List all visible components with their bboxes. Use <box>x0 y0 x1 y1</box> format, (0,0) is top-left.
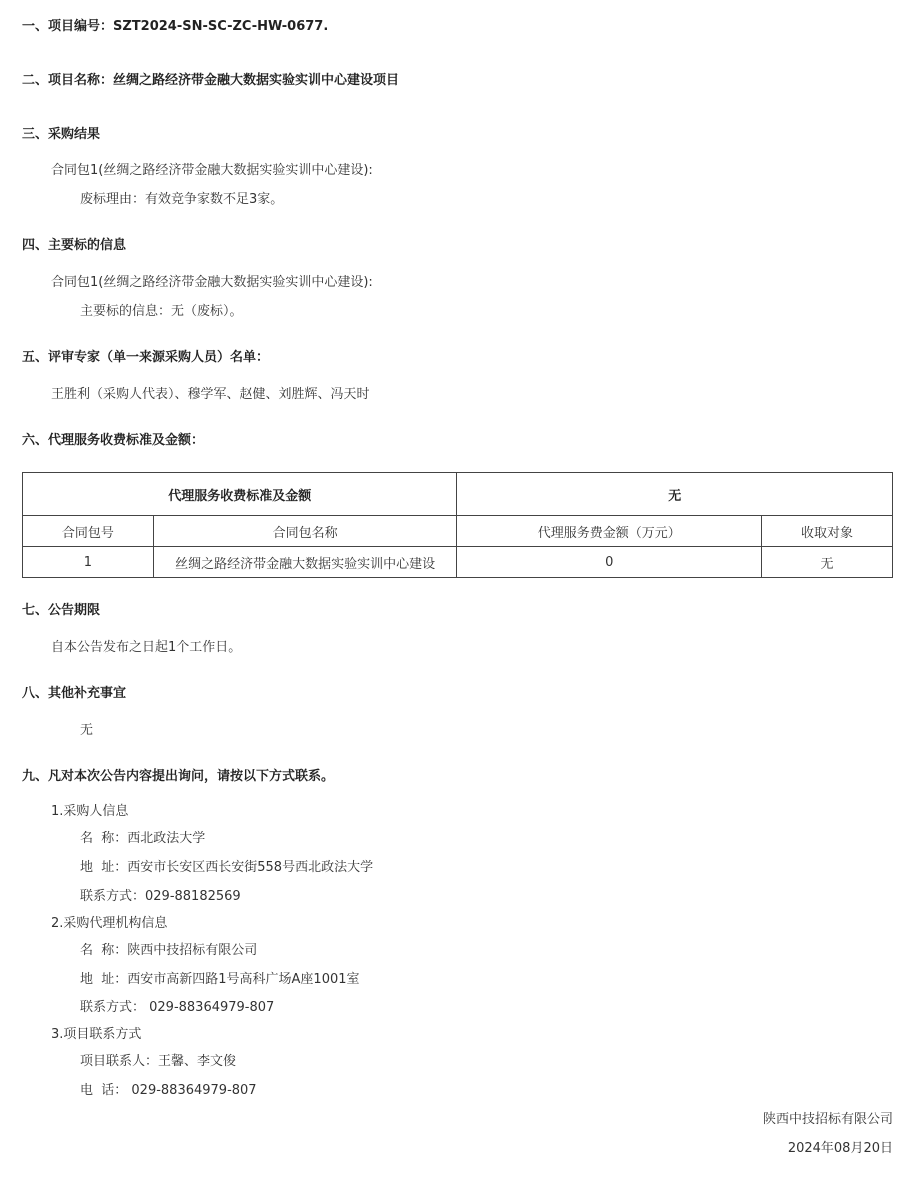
project-contact-title: 3.项目联系方式 <box>51 1027 142 1042</box>
section-7-heading: 七、公告期限 <box>22 603 101 618</box>
section-3-detail: 废标理由：有效竞争家数不足3家。 <box>80 192 284 207</box>
agency-info-title: 2.采购代理机构信息 <box>51 916 168 931</box>
section-4-heading: 四、主要标的信息 <box>22 238 127 253</box>
fee-table-header-row <box>23 516 893 547</box>
section-1-heading: 一、项目编号：SZT2024-SN-SC-ZC-HW-0677. <box>22 19 329 34</box>
section-2-heading: 二、项目名称：丝绸之路经济带金融大数据实验实训中心建设项目 <box>22 73 400 88</box>
announcement-period: 自本公告发布之日起1个工作日。 <box>51 640 242 655</box>
fee-table-title-row <box>23 473 893 516</box>
purchaser-info-title: 1.采购人信息 <box>51 804 129 819</box>
project-contact-person: 项目联系人：王馨、李文俊 <box>80 1054 237 1069</box>
agency-name: 名 称：陕西中技招标有限公司 <box>80 943 258 958</box>
fee-table-title-left: 代理服务收费标准及金额 <box>23 473 457 516</box>
cell-package-name: 丝绸之路经济带金融大数据实验实训中心建设 <box>153 547 457 578</box>
cell-fee-amount: 0 <box>457 547 762 578</box>
agency-contact: 联系方式： 029-88364979-807 <box>80 1000 275 1015</box>
section-4-detail: 主要标的信息：无（废标）。 <box>80 304 243 319</box>
section-8-heading: 八、其他补充事宜 <box>22 686 127 701</box>
header-package-name: 合同包名称 <box>153 516 457 547</box>
other-matters: 无 <box>80 723 94 738</box>
section-4-package: 合同包1(丝绸之路经济带金融大数据实验实训中心建设): <box>51 275 373 290</box>
signature-company: 陕西中技招标有限公司 <box>762 1112 893 1127</box>
section-6-heading: 六、代理服务收费标准及金额： <box>22 433 205 448</box>
header-package-no: 合同包号 <box>23 516 154 547</box>
section-3-package: 合同包1(丝绸之路经济带金融大数据实验实训中心建设): <box>51 163 373 178</box>
section-3-heading: 三、采购结果 <box>22 127 101 142</box>
fee-table-title-right: 无 <box>457 473 893 516</box>
expert-list: 王胜利（采购人代表）、穆学军、赵健、刘胜辉、冯天时 <box>51 387 370 402</box>
cell-payer: 无 <box>762 547 893 578</box>
table-row <box>23 547 893 578</box>
section-9-heading: 九、凡对本次公告内容提出询问，请按以下方式联系。 <box>22 769 335 784</box>
fee-table <box>22 472 893 578</box>
signature-date: 2024年08月20日 <box>787 1141 893 1156</box>
purchaser-contact: 联系方式：029-88182569 <box>80 889 241 904</box>
purchaser-name: 名 称：西北政法大学 <box>80 831 206 846</box>
project-contact-phone: 电 话： 029-88364979-807 <box>80 1083 257 1098</box>
header-payer: 收取对象 <box>762 516 893 547</box>
purchaser-address: 地 址：西安市长安区西长安街558号西北政法大学 <box>80 860 374 875</box>
section-5-heading: 五、评审专家（单一来源采购人员）名单： <box>22 350 270 365</box>
agency-address: 地 址：西安市高新四路1号高科广场A座1001室 <box>80 972 360 987</box>
cell-package-no: 1 <box>23 547 154 578</box>
header-fee-amount: 代理服务费金额（万元） <box>457 516 762 547</box>
